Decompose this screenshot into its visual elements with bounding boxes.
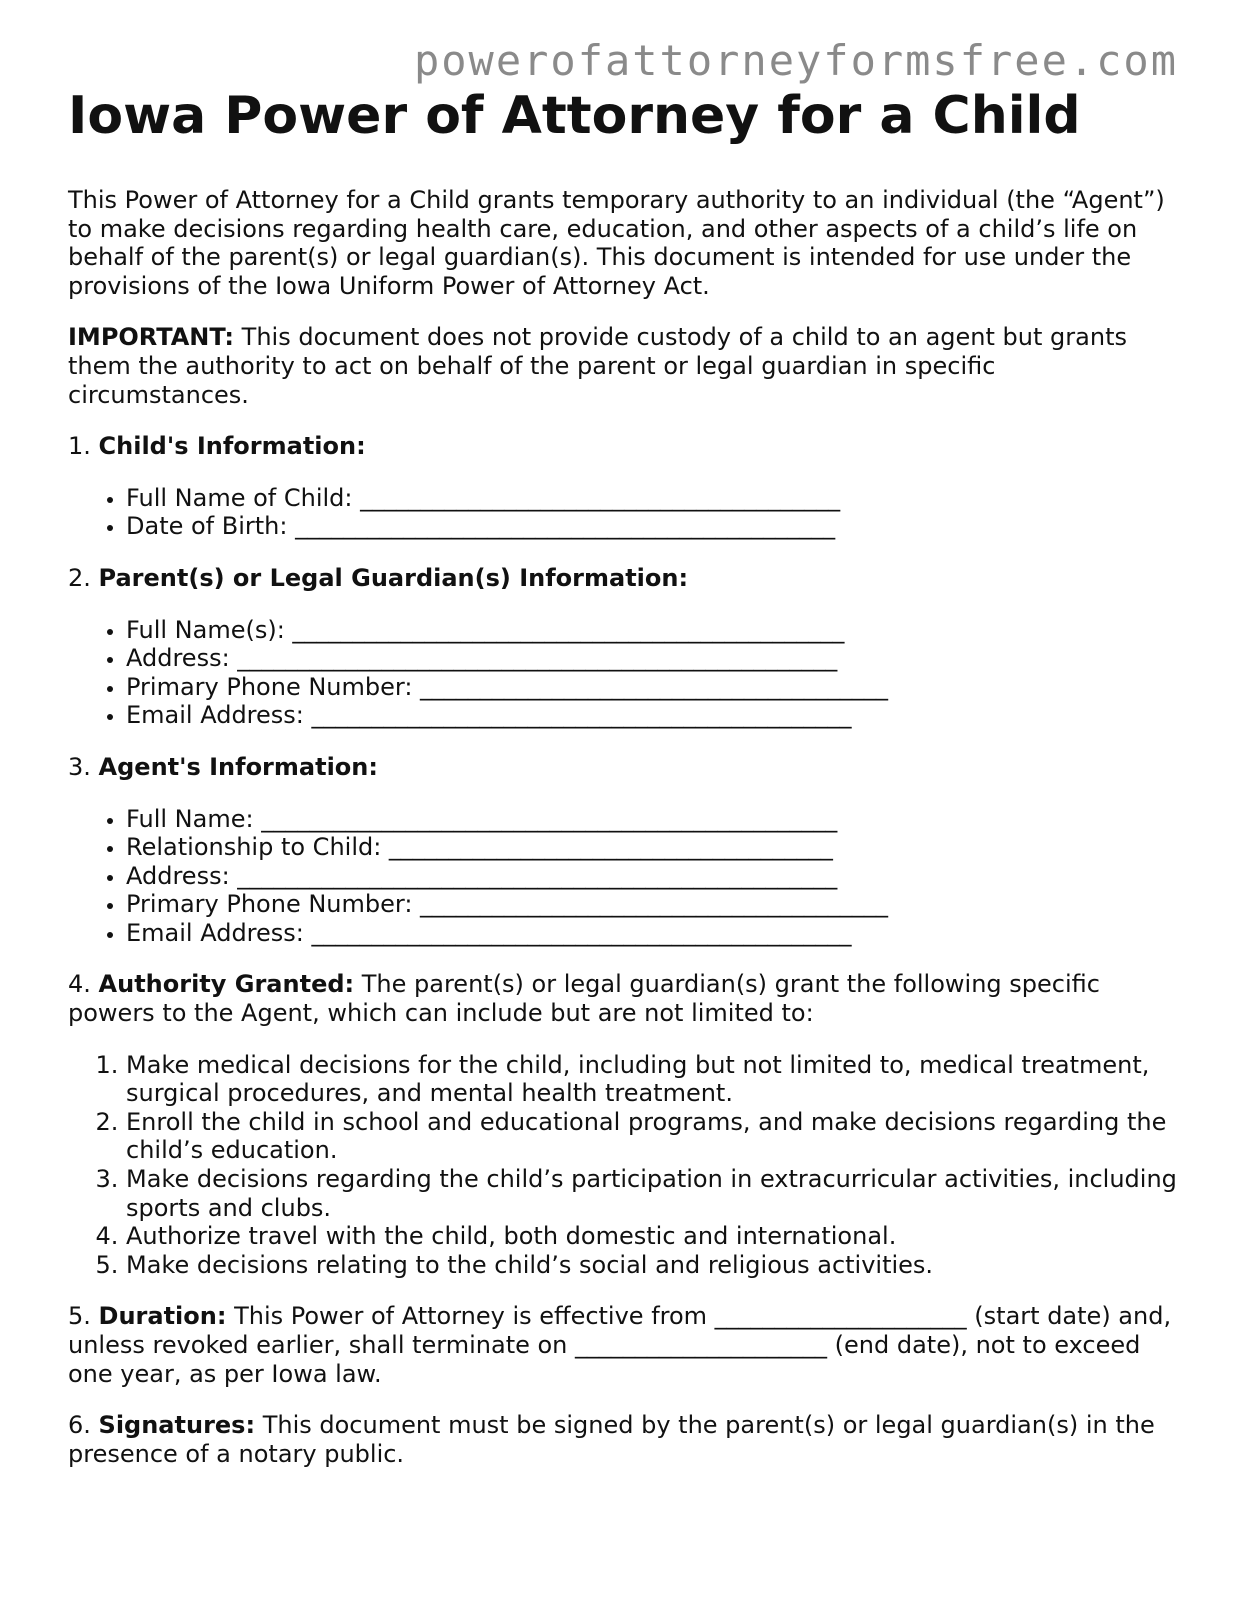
section-duration	[68, 1302, 1178, 1388]
field-agent-email[interactable]: • Email Address: _____________________________________________	[126, 919, 1178, 948]
section-heading: Duration:	[98, 1302, 227, 1331]
site-watermark: powerofattorneyformsfree.com	[413, 36, 1178, 85]
field-agent-phone[interactable]: • Primary Phone Number: _______________________________________	[126, 890, 1178, 919]
field-agent-relationship[interactable]: • Relationship to Child: _____________________________________	[126, 833, 1178, 862]
power-item: 5. Make decisions relating to the child’s social and religious activities.	[126, 1251, 1178, 1280]
section-signatures	[68, 1411, 1178, 1468]
section-heading: Child's Information:	[98, 432, 366, 461]
parent-fields-list	[68, 616, 1178, 730]
section-authority-granted	[68, 970, 1178, 1027]
power-item: 2. Enroll the child in school and educational programs, and make decisions regarding the child’s education.	[126, 1108, 1178, 1165]
section-number: 6.	[68, 1411, 99, 1440]
field-child-full-name[interactable]: • Full Name of Child: ________________________________________	[126, 484, 1178, 513]
important-notice	[68, 323, 1178, 409]
field-parent-address[interactable]: • Address: __________________________________________________	[126, 644, 1178, 673]
child-fields-list	[68, 484, 1178, 541]
section-text: The parent(s) or legal guardian(s) grant the following specific powers to the Agent, which can include but are not limited to:	[68, 970, 1100, 1028]
section-heading: Authority Granted:	[98, 970, 355, 999]
agent-fields-list	[68, 805, 1178, 948]
section-text: This document must be signed by the parent(s) or legal guardian(s) in the presence of a notary public.	[68, 1411, 1155, 1468]
section-number: 5.	[68, 1302, 99, 1331]
section-number: 1.	[68, 432, 99, 461]
intro-paragraph: This Power of Attorney for a Child grants temporary authority to an individual (the “Agent”) to make decisions regarding health care, education, and other aspects of a child’s life on behalf of the parent(s) or legal guardian(s). This document is intended for use under the provisions of the Iowa Uniform Power of Attorney Act.	[68, 186, 1165, 300]
section-agent-information	[68, 753, 1178, 782]
section-text: This Power of Attorney is effective from _____________________ (start date) and, unless revoked earlier, shall terminate on _____________________ (end date), not to exceed one year, as per Iowa law.	[68, 1302, 1172, 1388]
section-number: 2.	[68, 563, 99, 592]
section-parent-information	[68, 564, 1178, 593]
document-title: Iowa Power of Attorney for a Child	[68, 86, 1081, 146]
power-item: 4. Authorize travel with the child, both domestic and international.	[126, 1222, 1178, 1251]
section-heading: Agent's Information:	[98, 752, 378, 781]
field-agent-full-name[interactable]: • Full Name: ________________________________________________	[126, 805, 1178, 834]
important-text: This document does not provide custody of a child to an agent but grants them the authority to act on behalf of the parent or legal guardian in specific circumstances.	[68, 323, 1127, 409]
important-label: IMPORTANT:	[68, 323, 235, 352]
powers-list	[68, 1051, 1178, 1280]
field-child-date-of-birth[interactable]: • Date of Birth: _____________________________________________	[126, 512, 1178, 541]
field-parent-full-names[interactable]: • Full Name(s): ______________________________________________	[126, 616, 1178, 645]
power-item: 1. Make medical decisions for the child, including but not limited to, medical treatment, surgical procedures, and mental health treatment.	[126, 1051, 1178, 1108]
field-agent-address[interactable]: • Address: __________________________________________________	[126, 862, 1178, 891]
section-childs-information	[68, 432, 1178, 461]
document-page	[68, 86, 1178, 1491]
power-item: 3. Make decisions regarding the child’s participation in extracurricular activities, including sports and clubs.	[126, 1165, 1178, 1222]
field-parent-email[interactable]: • Email Address: _____________________________________________	[126, 701, 1178, 730]
section-heading: Signatures:	[98, 1411, 256, 1440]
field-parent-phone[interactable]: • Primary Phone Number: _______________________________________	[126, 673, 1178, 702]
section-heading: Parent(s) or Legal Guardian(s) Information:	[98, 563, 689, 592]
section-number: 3.	[68, 752, 99, 781]
section-number: 4.	[68, 970, 99, 999]
